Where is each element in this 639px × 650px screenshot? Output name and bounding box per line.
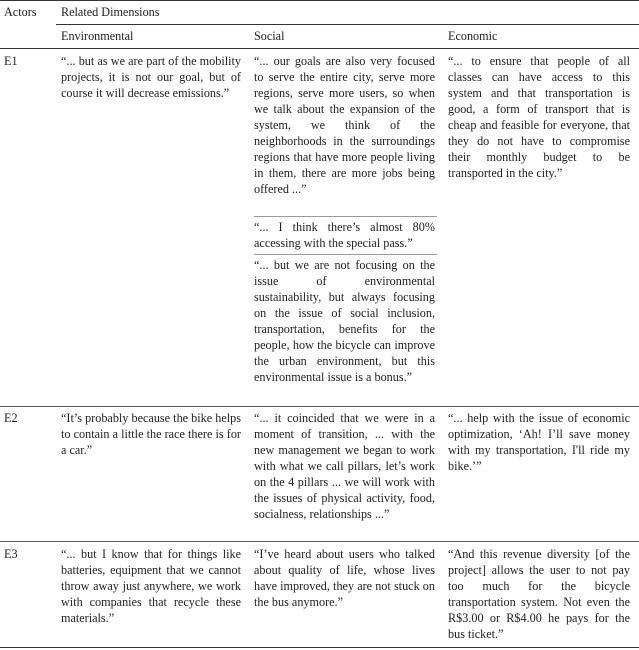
e2-economic-quote: “... help with the issue of economic optimization, ‘Ah! I’ll save money with my transportation, I'll ride my bike.’” — [448, 411, 630, 473]
e1-social-quote-1: “... our goals are also very focused to serve the entire city, serve more regions, serve more users, so when we talk about the expansion of the system, we think of the neighborhoods in the surroundings regions that have more people living in them, there are more jobs being offered ...” — [254, 54, 435, 196]
e1-social-separator-2 — [254, 254, 437, 255]
e3-environmental-quote: “... but I know that for things like batteries, equipment that we cannot throw away just anywhere, we work with companies that recycle these materials.” — [61, 547, 241, 625]
row-divider-e2 — [0, 541, 639, 542]
e2-environmental-quote: “It’s probably because the bike helps to contain a little the race there is for a car.” — [61, 411, 241, 457]
actor-e3: E3 — [4, 547, 18, 561]
column-header-social: Social — [254, 29, 285, 43]
header-actors: Actors — [4, 5, 37, 19]
e3-economic-quote: “And this revenue diversity [of the project] allows the user to not pay too much for the bicycle transportation system. Not even the R$3.00 or R$4.00 he pays for the bus ticket.” — [448, 547, 630, 641]
header-related-dimensions: Related Dimensions — [61, 5, 160, 19]
column-header-economic: Economic — [448, 29, 498, 43]
e1-environmental-quote: “... but as we are part of the mobility projects, it is not our goal, but of course it will decrease emissions.” — [61, 54, 241, 100]
e1-economic-quote: “... to ensure that people of all classes can have access to this system and that transportation is good, a form of transport that is cheap and feasible for everyone, that they do not have to compromise their monthly budget to be transported in the city.” — [448, 54, 630, 180]
column-header-environmental: Environmental — [61, 29, 134, 43]
e2-social-quote: “... it coincided that we were in a moment of transition, ... with the new management we began to work with what we call pillars, let’s work on the 4 pillars ... we will work with the issues of physical activity, food, socialness, relationships ...” — [254, 411, 435, 521]
actor-e1: E1 — [4, 54, 18, 68]
row-divider-e1 — [0, 406, 639, 407]
e3-social-quote: “I’ve heard about users who talked about quality of life, whose lives have improved, they are not stuck on the bus anymore.” — [254, 547, 435, 609]
header-bottom-rule — [0, 48, 639, 49]
subheader-rule — [56, 24, 639, 25]
e1-social-separator-1 — [254, 216, 437, 217]
table-bottom-rule — [0, 647, 639, 648]
e1-social-quote-2: “... I think there’s almost 80% accessing with the special pass.” — [254, 220, 435, 250]
table-top-rule — [0, 0, 639, 1]
actor-e2: E2 — [4, 411, 18, 425]
e1-social-quote-3: “... but we are not focusing on the issue of environmental sustainability, but always focusing on the issue of social inclusion, transportation, benefits for the people, how the bicycle can improve the urban environment, but this environmental issue is a bonus.” — [254, 258, 435, 384]
